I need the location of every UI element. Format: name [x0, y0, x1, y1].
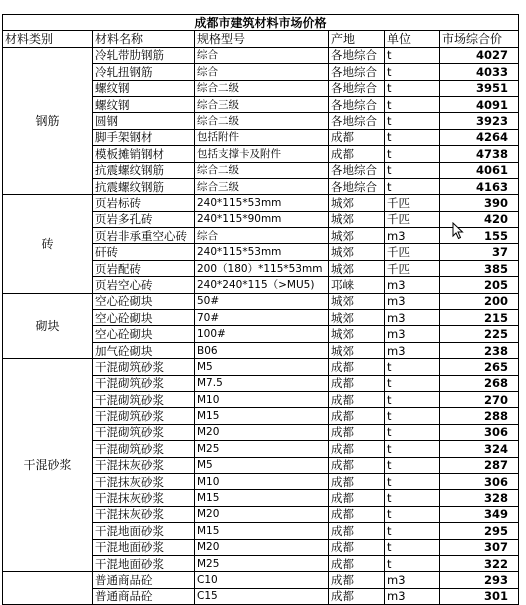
- table-row: [3, 195, 519, 211]
- material-name-cell[interactable]: 矸砖: [93, 244, 195, 260]
- price-cell[interactable]: 295: [440, 523, 519, 539]
- spec-cell[interactable]: 50#: [195, 293, 329, 309]
- unit-cell[interactable]: t: [385, 473, 440, 489]
- price-cell[interactable]: 270: [440, 391, 519, 407]
- material-name-cell[interactable]: 干混砌筑砂浆: [93, 359, 195, 375]
- spec-cell[interactable]: M20: [195, 539, 329, 555]
- origin-cell[interactable]: 成都: [329, 359, 385, 375]
- origin-cell[interactable]: 各地综合: [329, 80, 385, 96]
- origin-cell[interactable]: 成都: [329, 391, 385, 407]
- table-row: [3, 359, 519, 375]
- unit-cell[interactable]: 千匹: [385, 211, 440, 227]
- price-cell[interactable]: 328: [440, 490, 519, 506]
- price-cell[interactable]: 287: [440, 457, 519, 473]
- spec-cell[interactable]: 包括支撑卡及附件: [195, 146, 329, 162]
- price-cell[interactable]: 3951: [440, 80, 519, 96]
- unit-cell[interactable]: m3: [385, 293, 440, 309]
- origin-cell[interactable]: 成都: [329, 375, 385, 391]
- unit-cell[interactable]: t: [385, 129, 440, 145]
- price-cell[interactable]: 4033: [440, 64, 519, 80]
- spec-cell[interactable]: M15: [195, 408, 329, 424]
- unit-cell[interactable]: t: [385, 162, 440, 178]
- origin-cell[interactable]: 成都: [329, 473, 385, 489]
- price-cell[interactable]: 215: [440, 310, 519, 326]
- unit-cell[interactable]: m3: [385, 277, 440, 293]
- origin-cell[interactable]: 城郊: [329, 260, 385, 276]
- spec-cell[interactable]: 70#: [195, 310, 329, 326]
- origin-cell[interactable]: 成都: [329, 572, 385, 588]
- unit-cell[interactable]: t: [385, 96, 440, 112]
- spec-cell[interactable]: 包括附件: [195, 129, 329, 145]
- price-cell[interactable]: 268: [440, 375, 519, 391]
- sheet-title[interactable]: 成都市建筑材料市场价格: [3, 15, 519, 31]
- table-row: [3, 293, 519, 309]
- material-name-cell[interactable]: 干混抹灰砂浆: [93, 457, 195, 473]
- spec-cell[interactable]: C10: [195, 572, 329, 588]
- material-name-cell[interactable]: 冷轧扭钢筋: [93, 64, 195, 80]
- spec-cell[interactable]: 综合: [195, 228, 329, 244]
- spec-cell[interactable]: M15: [195, 490, 329, 506]
- unit-cell[interactable]: t: [385, 146, 440, 162]
- price-cell[interactable]: 3923: [440, 113, 519, 129]
- title-row: [3, 15, 519, 31]
- unit-cell[interactable]: m3: [385, 228, 440, 244]
- spec-cell[interactable]: 240*115*53mm: [195, 195, 329, 211]
- unit-cell[interactable]: t: [385, 457, 440, 473]
- origin-cell[interactable]: 成都: [329, 539, 385, 555]
- material-name-cell[interactable]: 空心砼砌块: [93, 293, 195, 309]
- spec-cell[interactable]: 综合二级: [195, 113, 329, 129]
- unit-cell[interactable]: m3: [385, 310, 440, 326]
- origin-cell[interactable]: 成都: [329, 408, 385, 424]
- unit-cell[interactable]: 千匹: [385, 260, 440, 276]
- origin-cell[interactable]: 成都: [329, 129, 385, 145]
- material-name-cell[interactable]: 页岩配砖: [93, 260, 195, 276]
- price-cell[interactable]: 288: [440, 408, 519, 424]
- category-cell[interactable]: [3, 572, 93, 605]
- unit-cell[interactable]: t: [385, 506, 440, 522]
- price-cell[interactable]: 307: [440, 539, 519, 555]
- price-cell[interactable]: 4027: [440, 47, 519, 63]
- spec-cell[interactable]: 综合二级: [195, 80, 329, 96]
- material-name-cell[interactable]: 干混抹灰砂浆: [93, 473, 195, 489]
- unit-cell[interactable]: t: [385, 424, 440, 440]
- spec-cell[interactable]: 240*240*115（>MU5): [195, 277, 329, 293]
- material-name-cell[interactable]: 普通商品砼: [93, 572, 195, 588]
- category-cell[interactable]: 干混砂浆: [3, 359, 93, 572]
- unit-cell[interactable]: t: [385, 555, 440, 571]
- price-cell[interactable]: 4061: [440, 162, 519, 178]
- material-name-cell[interactable]: 干混砌筑砂浆: [93, 441, 195, 457]
- material-name-cell[interactable]: 加气砼砌块: [93, 342, 195, 358]
- price-cell[interactable]: 265: [440, 359, 519, 375]
- unit-cell[interactable]: t: [385, 441, 440, 457]
- spec-cell[interactable]: M10: [195, 473, 329, 489]
- unit-cell[interactable]: t: [385, 64, 440, 80]
- unit-cell[interactable]: t: [385, 523, 440, 539]
- material-name-cell[interactable]: 普通商品砼: [93, 588, 195, 604]
- price-table-body: [3, 15, 519, 605]
- origin-cell[interactable]: 城郊: [329, 244, 385, 260]
- spec-cell[interactable]: 综合: [195, 47, 329, 63]
- material-name-cell[interactable]: 干混砌筑砂浆: [93, 391, 195, 407]
- origin-cell[interactable]: 各地综合: [329, 47, 385, 63]
- origin-cell[interactable]: 城郊: [329, 293, 385, 309]
- spec-cell[interactable]: 200（180）*115*53mm: [195, 260, 329, 276]
- header-row: [3, 31, 519, 47]
- price-cell[interactable]: 205: [440, 277, 519, 293]
- origin-cell[interactable]: 成都: [329, 490, 385, 506]
- spec-cell[interactable]: 综合: [195, 64, 329, 80]
- origin-cell[interactable]: 各地综合: [329, 162, 385, 178]
- material-name-cell[interactable]: 抗震螺纹钢筋: [93, 178, 195, 194]
- material-name-cell[interactable]: 页岩多孔砖: [93, 211, 195, 227]
- category-cell[interactable]: 砌块: [3, 293, 93, 359]
- price-cell[interactable]: 420: [440, 211, 519, 227]
- price-cell[interactable]: 306: [440, 424, 519, 440]
- unit-cell[interactable]: t: [385, 391, 440, 407]
- origin-cell[interactable]: 成都: [329, 146, 385, 162]
- unit-cell[interactable]: m3: [385, 572, 440, 588]
- header-origin[interactable]: 产地: [329, 31, 385, 47]
- material-name-cell[interactable]: 页岩非承重空心砖: [93, 228, 195, 244]
- spec-cell[interactable]: M7.5: [195, 375, 329, 391]
- header-spec[interactable]: 规格型号: [195, 31, 329, 47]
- spec-cell[interactable]: M15: [195, 523, 329, 539]
- header-unit[interactable]: 单位: [385, 31, 440, 47]
- price-cell[interactable]: 301: [440, 588, 519, 604]
- spec-cell[interactable]: 综合三级: [195, 96, 329, 112]
- origin-cell[interactable]: 成都: [329, 457, 385, 473]
- material-name-cell[interactable]: 干混砌筑砂浆: [93, 424, 195, 440]
- price-sheet: [2, 14, 518, 605]
- price-cell[interactable]: 385: [440, 260, 519, 276]
- spec-cell[interactable]: M25: [195, 441, 329, 457]
- unit-cell[interactable]: t: [385, 80, 440, 96]
- price-cell[interactable]: 293: [440, 572, 519, 588]
- material-name-cell[interactable]: 干混地面砂浆: [93, 523, 195, 539]
- header-price[interactable]: 市场综合价: [440, 31, 519, 47]
- spec-cell[interactable]: 综合三级: [195, 178, 329, 194]
- spec-cell[interactable]: 240*115*90mm: [195, 211, 329, 227]
- unit-cell[interactable]: t: [385, 359, 440, 375]
- unit-cell[interactable]: t: [385, 113, 440, 129]
- unit-cell[interactable]: t: [385, 539, 440, 555]
- origin-cell[interactable]: 城郊: [329, 228, 385, 244]
- spec-cell[interactable]: M20: [195, 506, 329, 522]
- price-cell[interactable]: 225: [440, 326, 519, 342]
- material-name-cell[interactable]: 页岩标砖: [93, 195, 195, 211]
- material-name-cell[interactable]: 空心砼砌块: [93, 310, 195, 326]
- spec-cell[interactable]: M25: [195, 555, 329, 571]
- spec-cell[interactable]: M20: [195, 424, 329, 440]
- origin-cell[interactable]: 成都: [329, 588, 385, 604]
- unit-cell[interactable]: t: [385, 178, 440, 194]
- material-name-cell[interactable]: 干混地面砂浆: [93, 555, 195, 571]
- price-cell[interactable]: 4091: [440, 96, 519, 112]
- origin-cell[interactable]: 城郊: [329, 326, 385, 342]
- unit-cell[interactable]: t: [385, 408, 440, 424]
- material-name-cell[interactable]: 页岩空心砖: [93, 277, 195, 293]
- price-cell[interactable]: 4264: [440, 129, 519, 145]
- header-category[interactable]: 材料类别: [3, 31, 93, 47]
- price-cell[interactable]: 390: [440, 195, 519, 211]
- spec-cell[interactable]: C15: [195, 588, 329, 604]
- price-cell[interactable]: 4163: [440, 178, 519, 194]
- material-name-cell[interactable]: 冷轧带肋钢筋: [93, 47, 195, 63]
- origin-cell[interactable]: 成都: [329, 523, 385, 539]
- mouse-cursor-icon: [452, 222, 464, 240]
- unit-cell[interactable]: 千匹: [385, 244, 440, 260]
- material-name-cell[interactable]: 干混砌筑砂浆: [93, 408, 195, 424]
- material-name-cell[interactable]: 抗震螺纹钢筋: [93, 162, 195, 178]
- table-row: [3, 572, 519, 588]
- material-name-cell[interactable]: 圆钢: [93, 113, 195, 129]
- price-table: [2, 14, 519, 605]
- price-cell[interactable]: 238: [440, 342, 519, 358]
- origin-cell[interactable]: 邛崃: [329, 277, 385, 293]
- category-cell[interactable]: 砖: [3, 195, 93, 293]
- origin-cell[interactable]: 成都: [329, 424, 385, 440]
- origin-cell[interactable]: 城郊: [329, 342, 385, 358]
- price-cell[interactable]: 322: [440, 555, 519, 571]
- price-cell[interactable]: 200: [440, 293, 519, 309]
- price-cell[interactable]: 324: [440, 441, 519, 457]
- origin-cell[interactable]: 成都: [329, 555, 385, 571]
- origin-cell[interactable]: 城郊: [329, 195, 385, 211]
- spec-cell[interactable]: M10: [195, 391, 329, 407]
- origin-cell[interactable]: 成都: [329, 441, 385, 457]
- origin-cell[interactable]: 成都: [329, 506, 385, 522]
- origin-cell[interactable]: 各地综合: [329, 178, 385, 194]
- unit-cell[interactable]: t: [385, 375, 440, 391]
- material-name-cell[interactable]: 空心砼砌块: [93, 326, 195, 342]
- price-cell[interactable]: 349: [440, 506, 519, 522]
- spec-cell[interactable]: 240*115*53mm: [195, 244, 329, 260]
- unit-cell[interactable]: m3: [385, 342, 440, 358]
- material-name-cell[interactable]: 干混抹灰砂浆: [93, 490, 195, 506]
- origin-cell[interactable]: 各地综合: [329, 113, 385, 129]
- price-cell[interactable]: 306: [440, 473, 519, 489]
- unit-cell[interactable]: m3: [385, 326, 440, 342]
- material-name-cell[interactable]: 螺纹钢: [93, 80, 195, 96]
- spec-cell[interactable]: 综合二级: [195, 162, 329, 178]
- spec-cell[interactable]: M5: [195, 457, 329, 473]
- unit-cell[interactable]: t: [385, 47, 440, 63]
- header-name[interactable]: 材料名称: [93, 31, 195, 47]
- origin-cell[interactable]: 城郊: [329, 310, 385, 326]
- origin-cell[interactable]: 城郊: [329, 211, 385, 227]
- price-cell[interactable]: 155: [440, 228, 519, 244]
- material-name-cell[interactable]: 模板摊销钢材: [93, 146, 195, 162]
- price-cell[interactable]: 4738: [440, 146, 519, 162]
- material-name-cell[interactable]: 干混地面砂浆: [93, 539, 195, 555]
- origin-cell[interactable]: 各地综合: [329, 96, 385, 112]
- material-name-cell[interactable]: 脚手架钢材: [93, 129, 195, 145]
- unit-cell[interactable]: t: [385, 490, 440, 506]
- origin-cell[interactable]: 各地综合: [329, 64, 385, 80]
- material-name-cell[interactable]: 干混砌筑砂浆: [93, 375, 195, 391]
- unit-cell[interactable]: m3: [385, 588, 440, 604]
- material-name-cell[interactable]: 螺纹钢: [93, 96, 195, 112]
- spec-cell[interactable]: B06: [195, 342, 329, 358]
- price-cell[interactable]: 37: [440, 244, 519, 260]
- spec-cell[interactable]: M5: [195, 359, 329, 375]
- category-cell[interactable]: 钢筋: [3, 47, 93, 195]
- spec-cell[interactable]: 100#: [195, 326, 329, 342]
- table-row: [3, 47, 519, 63]
- unit-cell[interactable]: 千匹: [385, 195, 440, 211]
- material-name-cell[interactable]: 干混抹灰砂浆: [93, 506, 195, 522]
